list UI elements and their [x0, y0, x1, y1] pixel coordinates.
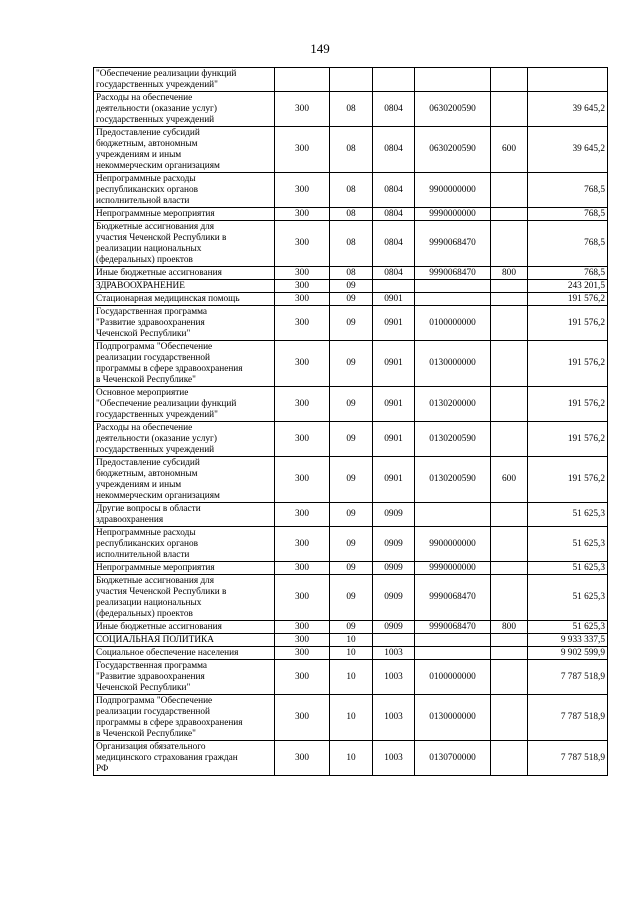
row-subsection-cell: 0901 — [373, 457, 415, 503]
row-subsection-cell: 0909 — [373, 562, 415, 575]
row-sum-cell: 768,5 — [528, 173, 608, 208]
row-code-cell: 300 — [275, 306, 330, 341]
row-code-cell: 300 — [275, 562, 330, 575]
row-sum-cell: 191 576,2 — [528, 293, 608, 306]
row-code-cell: 300 — [275, 208, 330, 221]
row-target-cell: 9990068470 — [415, 621, 491, 634]
row-target-cell: 9990068470 — [415, 221, 491, 267]
row-section-cell: 09 — [330, 293, 373, 306]
row-code-cell: 300 — [275, 92, 330, 127]
row-type-cell: 800 — [491, 621, 528, 634]
row-sum-cell: 39 645,2 — [528, 127, 608, 173]
table-row — [94, 127, 608, 173]
row-target-cell: 9990000000 — [415, 562, 491, 575]
row-code-cell: 300 — [275, 422, 330, 457]
row-subsection-cell: 0901 — [373, 306, 415, 341]
row-target-cell: 0100000000 — [415, 306, 491, 341]
row-name-cell: ЗДРАВООХРАНЕНИЕ — [94, 280, 275, 293]
row-section-cell: 08 — [330, 208, 373, 221]
row-target-cell: 9990068470 — [415, 267, 491, 280]
row-section-cell: 09 — [330, 575, 373, 621]
row-section-cell: 10 — [330, 647, 373, 660]
row-subsection-cell: 1003 — [373, 741, 415, 776]
row-name-cell: Предоставление субсидий бюджетным, автономным учреждениям и иным некоммерческим организациям — [94, 127, 275, 173]
row-subsection-cell: 0901 — [373, 293, 415, 306]
row-subsection-cell: 1003 — [373, 660, 415, 695]
row-target-cell: 0130200000 — [415, 387, 491, 422]
row-code-cell: 300 — [275, 621, 330, 634]
row-section-cell: 09 — [330, 306, 373, 341]
table-row — [94, 621, 608, 634]
row-type-cell — [491, 293, 528, 306]
row-name-cell: СОЦИАЛЬНАЯ ПОЛИТИКА — [94, 634, 275, 647]
row-code-cell: 300 — [275, 575, 330, 621]
row-section-cell: 09 — [330, 621, 373, 634]
row-section-cell: 09 — [330, 457, 373, 503]
row-code-cell: 300 — [275, 741, 330, 776]
row-type-cell — [491, 68, 528, 92]
row-section-cell: 08 — [330, 127, 373, 173]
row-type-cell: 600 — [491, 457, 528, 503]
row-type-cell — [491, 562, 528, 575]
row-sum-cell: 768,5 — [528, 221, 608, 267]
budget-table — [93, 67, 608, 776]
row-name-cell: Подпрограмма "Обеспечение реализации государственной программы в сфере здравоохранения в Чеченской Республике" — [94, 695, 275, 741]
row-code-cell: 300 — [275, 221, 330, 267]
row-sum-cell: 191 576,2 — [528, 457, 608, 503]
row-target-cell: 0630200590 — [415, 127, 491, 173]
row-type-cell — [491, 387, 528, 422]
row-sum-cell: 51 625,3 — [528, 503, 608, 527]
row-code-cell: 300 — [275, 387, 330, 422]
row-target-cell: 9990068470 — [415, 575, 491, 621]
row-sum-cell: 191 576,2 — [528, 422, 608, 457]
row-sum-cell: 7 787 518,9 — [528, 741, 608, 776]
row-target-cell: 0130200590 — [415, 422, 491, 457]
table-row — [94, 457, 608, 503]
table-row — [94, 173, 608, 208]
row-sum-cell: 51 625,3 — [528, 621, 608, 634]
row-type-cell: 600 — [491, 127, 528, 173]
table-row — [94, 306, 608, 341]
row-section-cell: 10 — [330, 634, 373, 647]
row-name-cell: Непрограммные расходы республиканских органов исполнительной власти — [94, 527, 275, 562]
row-target-cell: 0130200590 — [415, 457, 491, 503]
row-section-cell: 09 — [330, 527, 373, 562]
row-subsection-cell — [373, 68, 415, 92]
row-target-cell: 9990000000 — [415, 208, 491, 221]
row-section-cell — [330, 68, 373, 92]
row-code-cell: 300 — [275, 341, 330, 387]
row-subsection-cell: 1003 — [373, 647, 415, 660]
row-sum-cell: 51 625,3 — [528, 575, 608, 621]
row-section-cell: 09 — [330, 280, 373, 293]
table-row — [94, 660, 608, 695]
row-subsection-cell: 0804 — [373, 92, 415, 127]
row-section-cell: 10 — [330, 660, 373, 695]
row-code-cell: 300 — [275, 280, 330, 293]
row-code-cell: 300 — [275, 660, 330, 695]
row-name-cell: Непрограммные мероприятия — [94, 208, 275, 221]
row-target-cell — [415, 293, 491, 306]
row-type-cell — [491, 280, 528, 293]
row-section-cell: 09 — [330, 387, 373, 422]
row-code-cell: 300 — [275, 293, 330, 306]
row-code-cell: 300 — [275, 695, 330, 741]
row-section-cell: 08 — [330, 221, 373, 267]
row-type-cell — [491, 422, 528, 457]
row-type-cell — [491, 221, 528, 267]
row-target-cell — [415, 68, 491, 92]
row-type-cell — [491, 660, 528, 695]
row-subsection-cell: 1003 — [373, 695, 415, 741]
row-name-cell: Государственная программа "Развитие здравоохранения Чеченской Республики" — [94, 660, 275, 695]
page-number: 149 — [310, 41, 330, 56]
row-sum-cell: 9 933 337,5 — [528, 634, 608, 647]
row-type-cell — [491, 208, 528, 221]
row-subsection-cell: 0804 — [373, 267, 415, 280]
row-sum-cell — [528, 68, 608, 92]
row-section-cell: 09 — [330, 341, 373, 387]
row-name-cell: Социальное обеспечение населения — [94, 647, 275, 660]
row-type-cell — [491, 575, 528, 621]
row-sum-cell: 191 576,2 — [528, 306, 608, 341]
row-subsection-cell: 0909 — [373, 527, 415, 562]
row-sum-cell: 768,5 — [528, 208, 608, 221]
row-target-cell — [415, 634, 491, 647]
row-name-cell: Иные бюджетные ассигнования — [94, 621, 275, 634]
row-sum-cell: 39 645,2 — [528, 92, 608, 127]
row-type-cell — [491, 173, 528, 208]
row-name-cell: Организация обязательного медицинского страхования граждан РФ — [94, 741, 275, 776]
table-row — [94, 562, 608, 575]
row-sum-cell: 191 576,2 — [528, 387, 608, 422]
table-row — [94, 387, 608, 422]
row-type-cell — [491, 695, 528, 741]
row-type-cell: 800 — [491, 267, 528, 280]
table-row — [94, 503, 608, 527]
table-row — [94, 293, 608, 306]
row-type-cell — [491, 647, 528, 660]
row-subsection-cell — [373, 280, 415, 293]
table-row — [94, 267, 608, 280]
table-row — [94, 68, 608, 92]
table-row — [94, 741, 608, 776]
row-name-cell: Бюджетные ассигнования для участия Чеченской Республики в реализации национальных (федеральных) проектов — [94, 221, 275, 267]
row-code-cell: 300 — [275, 503, 330, 527]
row-section-cell: 08 — [330, 173, 373, 208]
row-target-cell: 0630200590 — [415, 92, 491, 127]
table-body — [94, 68, 608, 776]
table-row — [94, 634, 608, 647]
row-name-cell: Основное мероприятие "Обеспечение реализации функций государственных учреждений" — [94, 387, 275, 422]
row-name-cell: Расходы на обеспечение деятельности (оказание услуг) государственных учреждений — [94, 422, 275, 457]
row-code-cell: 300 — [275, 527, 330, 562]
row-section-cell: 09 — [330, 562, 373, 575]
row-section-cell: 08 — [330, 267, 373, 280]
row-code-cell — [275, 68, 330, 92]
row-name-cell: Непрограммные мероприятия — [94, 562, 275, 575]
row-subsection-cell: 0804 — [373, 208, 415, 221]
row-code-cell: 300 — [275, 647, 330, 660]
row-target-cell — [415, 280, 491, 293]
row-type-cell — [491, 92, 528, 127]
row-subsection-cell: 0909 — [373, 503, 415, 527]
row-name-cell: Иные бюджетные ассигнования — [94, 267, 275, 280]
row-name-cell: Непрограммные расходы республиканских органов исполнительной власти — [94, 173, 275, 208]
table-row — [94, 647, 608, 660]
row-code-cell: 300 — [275, 634, 330, 647]
row-subsection-cell: 0804 — [373, 173, 415, 208]
row-code-cell: 300 — [275, 173, 330, 208]
row-name-cell: "Обеспечение реализации функций государственных учреждений" — [94, 68, 275, 92]
row-type-cell — [491, 341, 528, 387]
row-name-cell: Другие вопросы в области здравоохранения — [94, 503, 275, 527]
row-target-cell: 0100000000 — [415, 660, 491, 695]
table-row — [94, 575, 608, 621]
row-name-cell: Стационарная медицинская помощь — [94, 293, 275, 306]
row-sum-cell: 51 625,3 — [528, 527, 608, 562]
row-section-cell: 08 — [330, 92, 373, 127]
row-sum-cell: 51 625,3 — [528, 562, 608, 575]
row-subsection-cell: 0901 — [373, 341, 415, 387]
row-type-cell — [491, 306, 528, 341]
row-sum-cell: 7 787 518,9 — [528, 660, 608, 695]
row-target-cell: 9900000000 — [415, 173, 491, 208]
table-row — [94, 221, 608, 267]
row-type-cell — [491, 527, 528, 562]
row-section-cell: 10 — [330, 741, 373, 776]
row-subsection-cell — [373, 634, 415, 647]
row-sum-cell: 9 902 599,9 — [528, 647, 608, 660]
row-subsection-cell: 0909 — [373, 575, 415, 621]
row-target-cell — [415, 503, 491, 527]
table-row — [94, 208, 608, 221]
table-row — [94, 527, 608, 562]
row-target-cell: 0130000000 — [415, 695, 491, 741]
row-name-cell: Бюджетные ассигнования для участия Чеченской Республики в реализации национальных (федеральных) проектов — [94, 575, 275, 621]
row-sum-cell: 243 201,5 — [528, 280, 608, 293]
row-subsection-cell: 0804 — [373, 127, 415, 173]
row-sum-cell: 768,5 — [528, 267, 608, 280]
row-name-cell: Расходы на обеспечение деятельности (оказание услуг) государственных учреждений — [94, 92, 275, 127]
row-name-cell: Государственная программа "Развитие здравоохранения Чеченской Республики" — [94, 306, 275, 341]
table-row — [94, 92, 608, 127]
row-target-cell: 9900000000 — [415, 527, 491, 562]
row-target-cell — [415, 647, 491, 660]
row-sum-cell: 191 576,2 — [528, 341, 608, 387]
table-row — [94, 280, 608, 293]
row-subsection-cell: 0901 — [373, 422, 415, 457]
row-subsection-cell: 0909 — [373, 621, 415, 634]
row-type-cell — [491, 634, 528, 647]
row-sum-cell: 7 787 518,9 — [528, 695, 608, 741]
row-section-cell: 09 — [330, 422, 373, 457]
row-section-cell: 09 — [330, 503, 373, 527]
row-target-cell: 0130000000 — [415, 341, 491, 387]
row-name-cell: Подпрограмма "Обеспечение реализации государственной программы в сфере здравоохранения в Чеченской Республике" — [94, 341, 275, 387]
row-code-cell: 300 — [275, 127, 330, 173]
table-row — [94, 341, 608, 387]
row-section-cell: 10 — [330, 695, 373, 741]
row-code-cell: 300 — [275, 457, 330, 503]
row-code-cell: 300 — [275, 267, 330, 280]
row-target-cell: 0130700000 — [415, 741, 491, 776]
row-type-cell — [491, 741, 528, 776]
row-type-cell — [491, 503, 528, 527]
table-row — [94, 422, 608, 457]
row-subsection-cell: 0901 — [373, 387, 415, 422]
row-subsection-cell: 0804 — [373, 221, 415, 267]
table-row — [94, 695, 608, 741]
row-name-cell: Предоставление субсидий бюджетным, автономным учреждениям и иным некоммерческим организациям — [94, 457, 275, 503]
